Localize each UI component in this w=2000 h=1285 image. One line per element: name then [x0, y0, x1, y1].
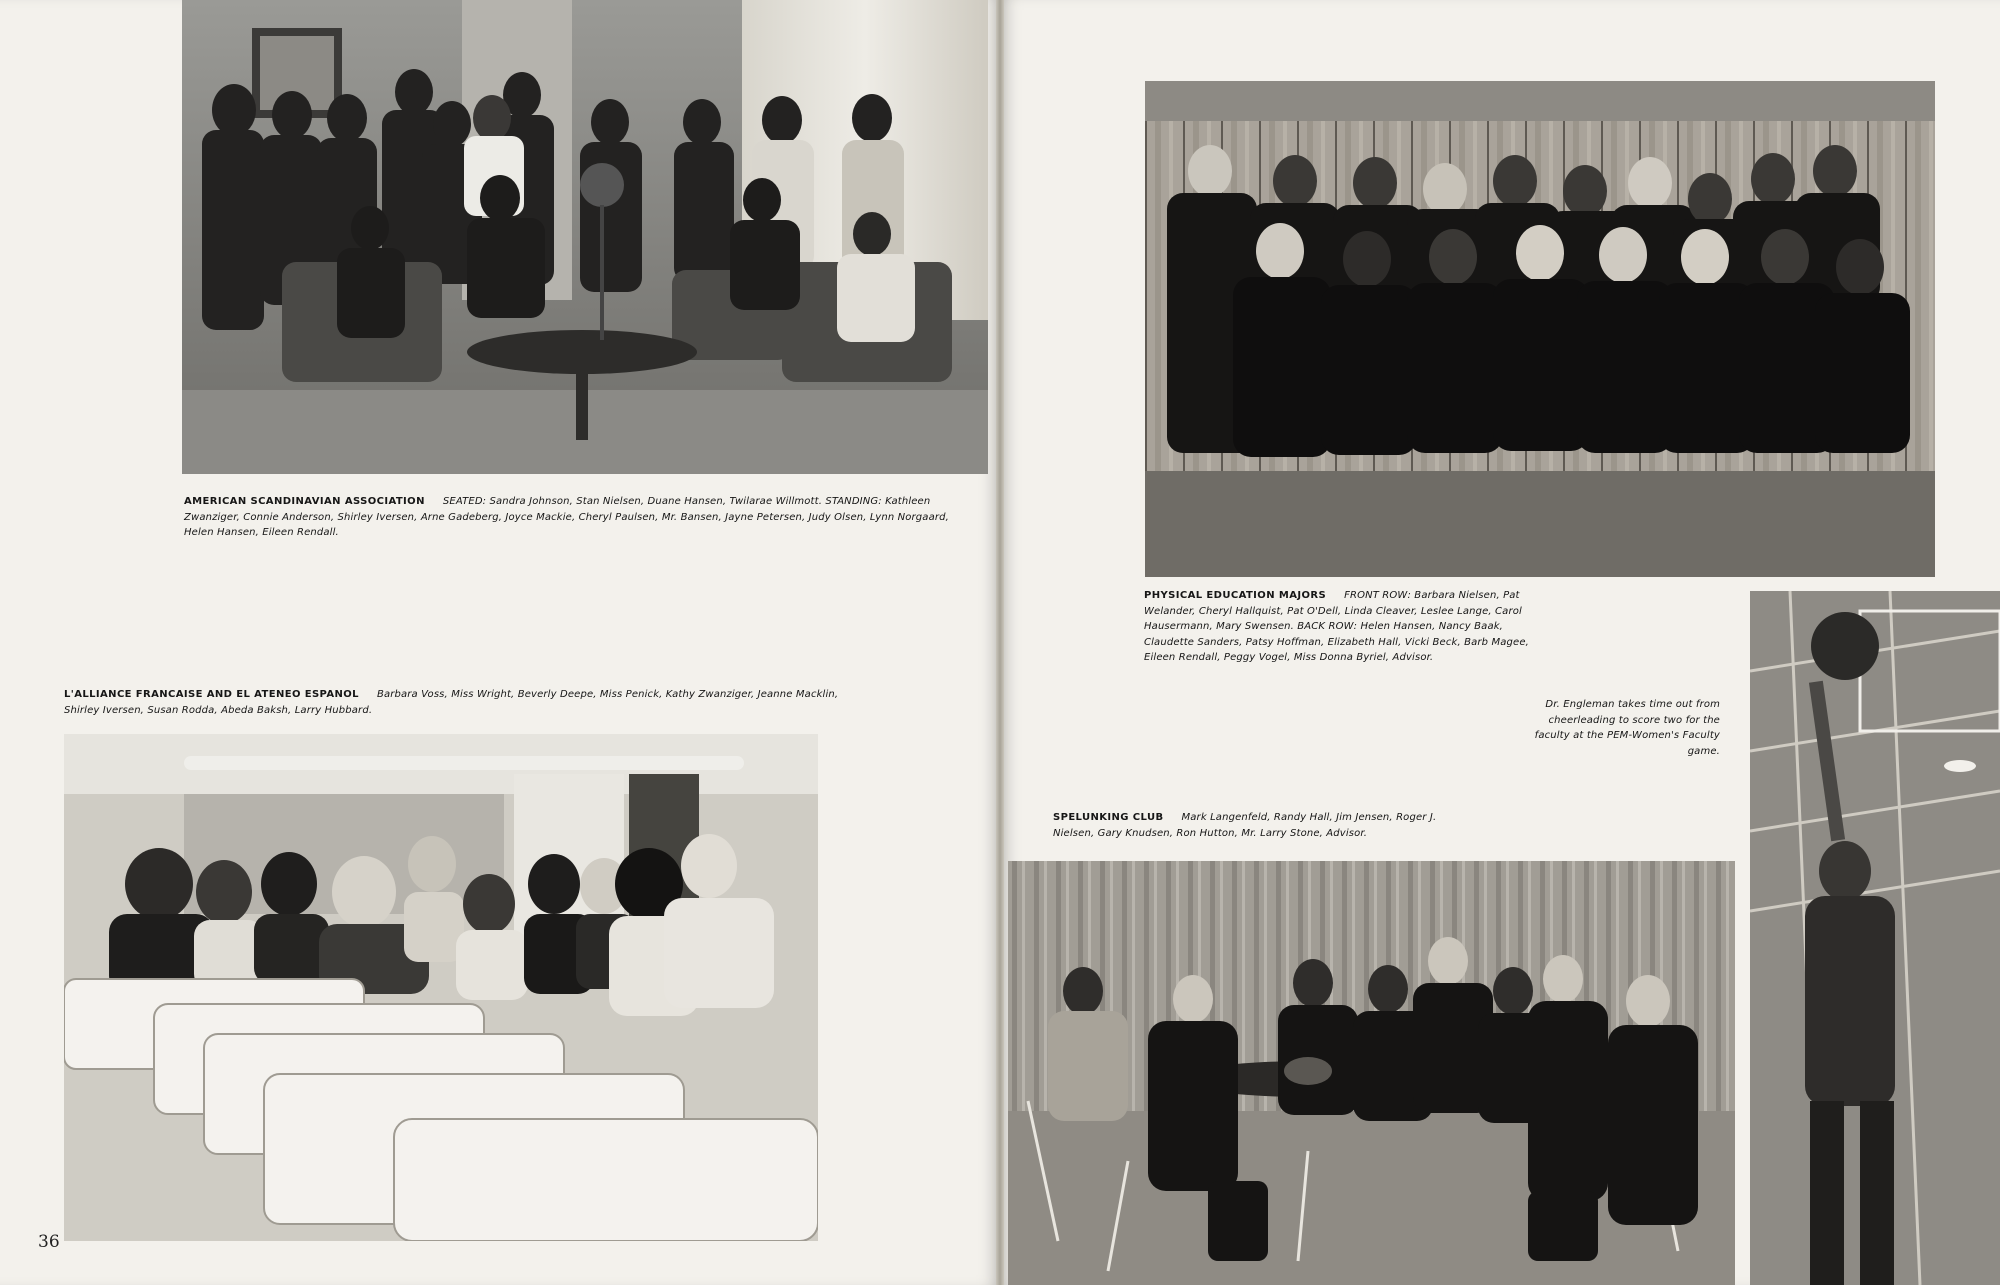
caption-physical-education-majors: [1144, 588, 1539, 666]
caption-title: SPELUNKING CLUB: [1053, 812, 1164, 823]
caption-text: Dr. Engleman takes time out from cheerleading to score two for the faculty at the PEM-Women's Faculty game.: [1534, 699, 1720, 757]
caption-text: Mark Langenfeld, Randy Hall, Jim Jensen, Roger J. Nielsen, Gary Knudsen, Ron Hutton, Mr. Larry Stone, Advisor.: [1053, 812, 1437, 839]
caption-alliance-francaise: [64, 687, 864, 718]
caption-title: L'ALLIANCE FRANCAISE AND EL ATENEO ESPANOL: [64, 689, 359, 700]
caption-text: SEATED: Sandra Johnson, Stan Nielsen, Duane Hansen, Twilarae Willmott. STANDING: Kathleen Zwanziger, Connie Anderson, Shirley Iversen, Arne Gadeberg, Joyce Mackie, Cheryl Paulsen, Mr. Bansen, Jayne Petersen, Judy Olsen, Lynn Norgaard, Helen Hansen, Eileen Rendall.: [184, 496, 949, 538]
photo-physical-education-majors: [1145, 81, 1935, 577]
caption-scandinavian-association: [184, 494, 949, 541]
book-gutter: [996, 0, 1004, 1285]
caption-text: FRONT ROW: Barbara Nielsen, Pat Welander, Cheryl Hallquist, Pat O'Dell, Linda Cleaver, Leslee Lange, Carol Hausermann, Mary Swensen. BACK ROW: Helen Hansen, Nancy Baak, Claudette Sanders, Patsy Hoffman, Elizabeth Hall, Vicki Beck, Barb Magee, Eileen Rendall, Peggy Vogel, Miss Donna Byriel, Advisor.: [1144, 590, 1529, 663]
page-number: 36: [38, 1232, 60, 1252]
caption-text: Barbara Voss, Miss Wright, Beverly Deepe, Miss Penick, Kathy Zwanziger, Jeanne Macklin, Shirley Iversen, Susan Rodda, Abeda Baksh, Larry Hubbard.: [64, 689, 839, 716]
photo-alliance-francaise: [64, 734, 818, 1241]
photo-engleman-basketball: [1750, 591, 2000, 1285]
caption-engleman: [1518, 697, 1720, 759]
caption-title: AMERICAN SCANDINAVIAN ASSOCIATION: [184, 496, 425, 507]
photo-spelunking-club: [1008, 861, 1735, 1285]
caption-title: PHYSICAL EDUCATION MAJORS: [1144, 590, 1327, 601]
caption-spelunking-club: [1053, 810, 1453, 841]
photo-scandinavian-association: [182, 0, 988, 474]
